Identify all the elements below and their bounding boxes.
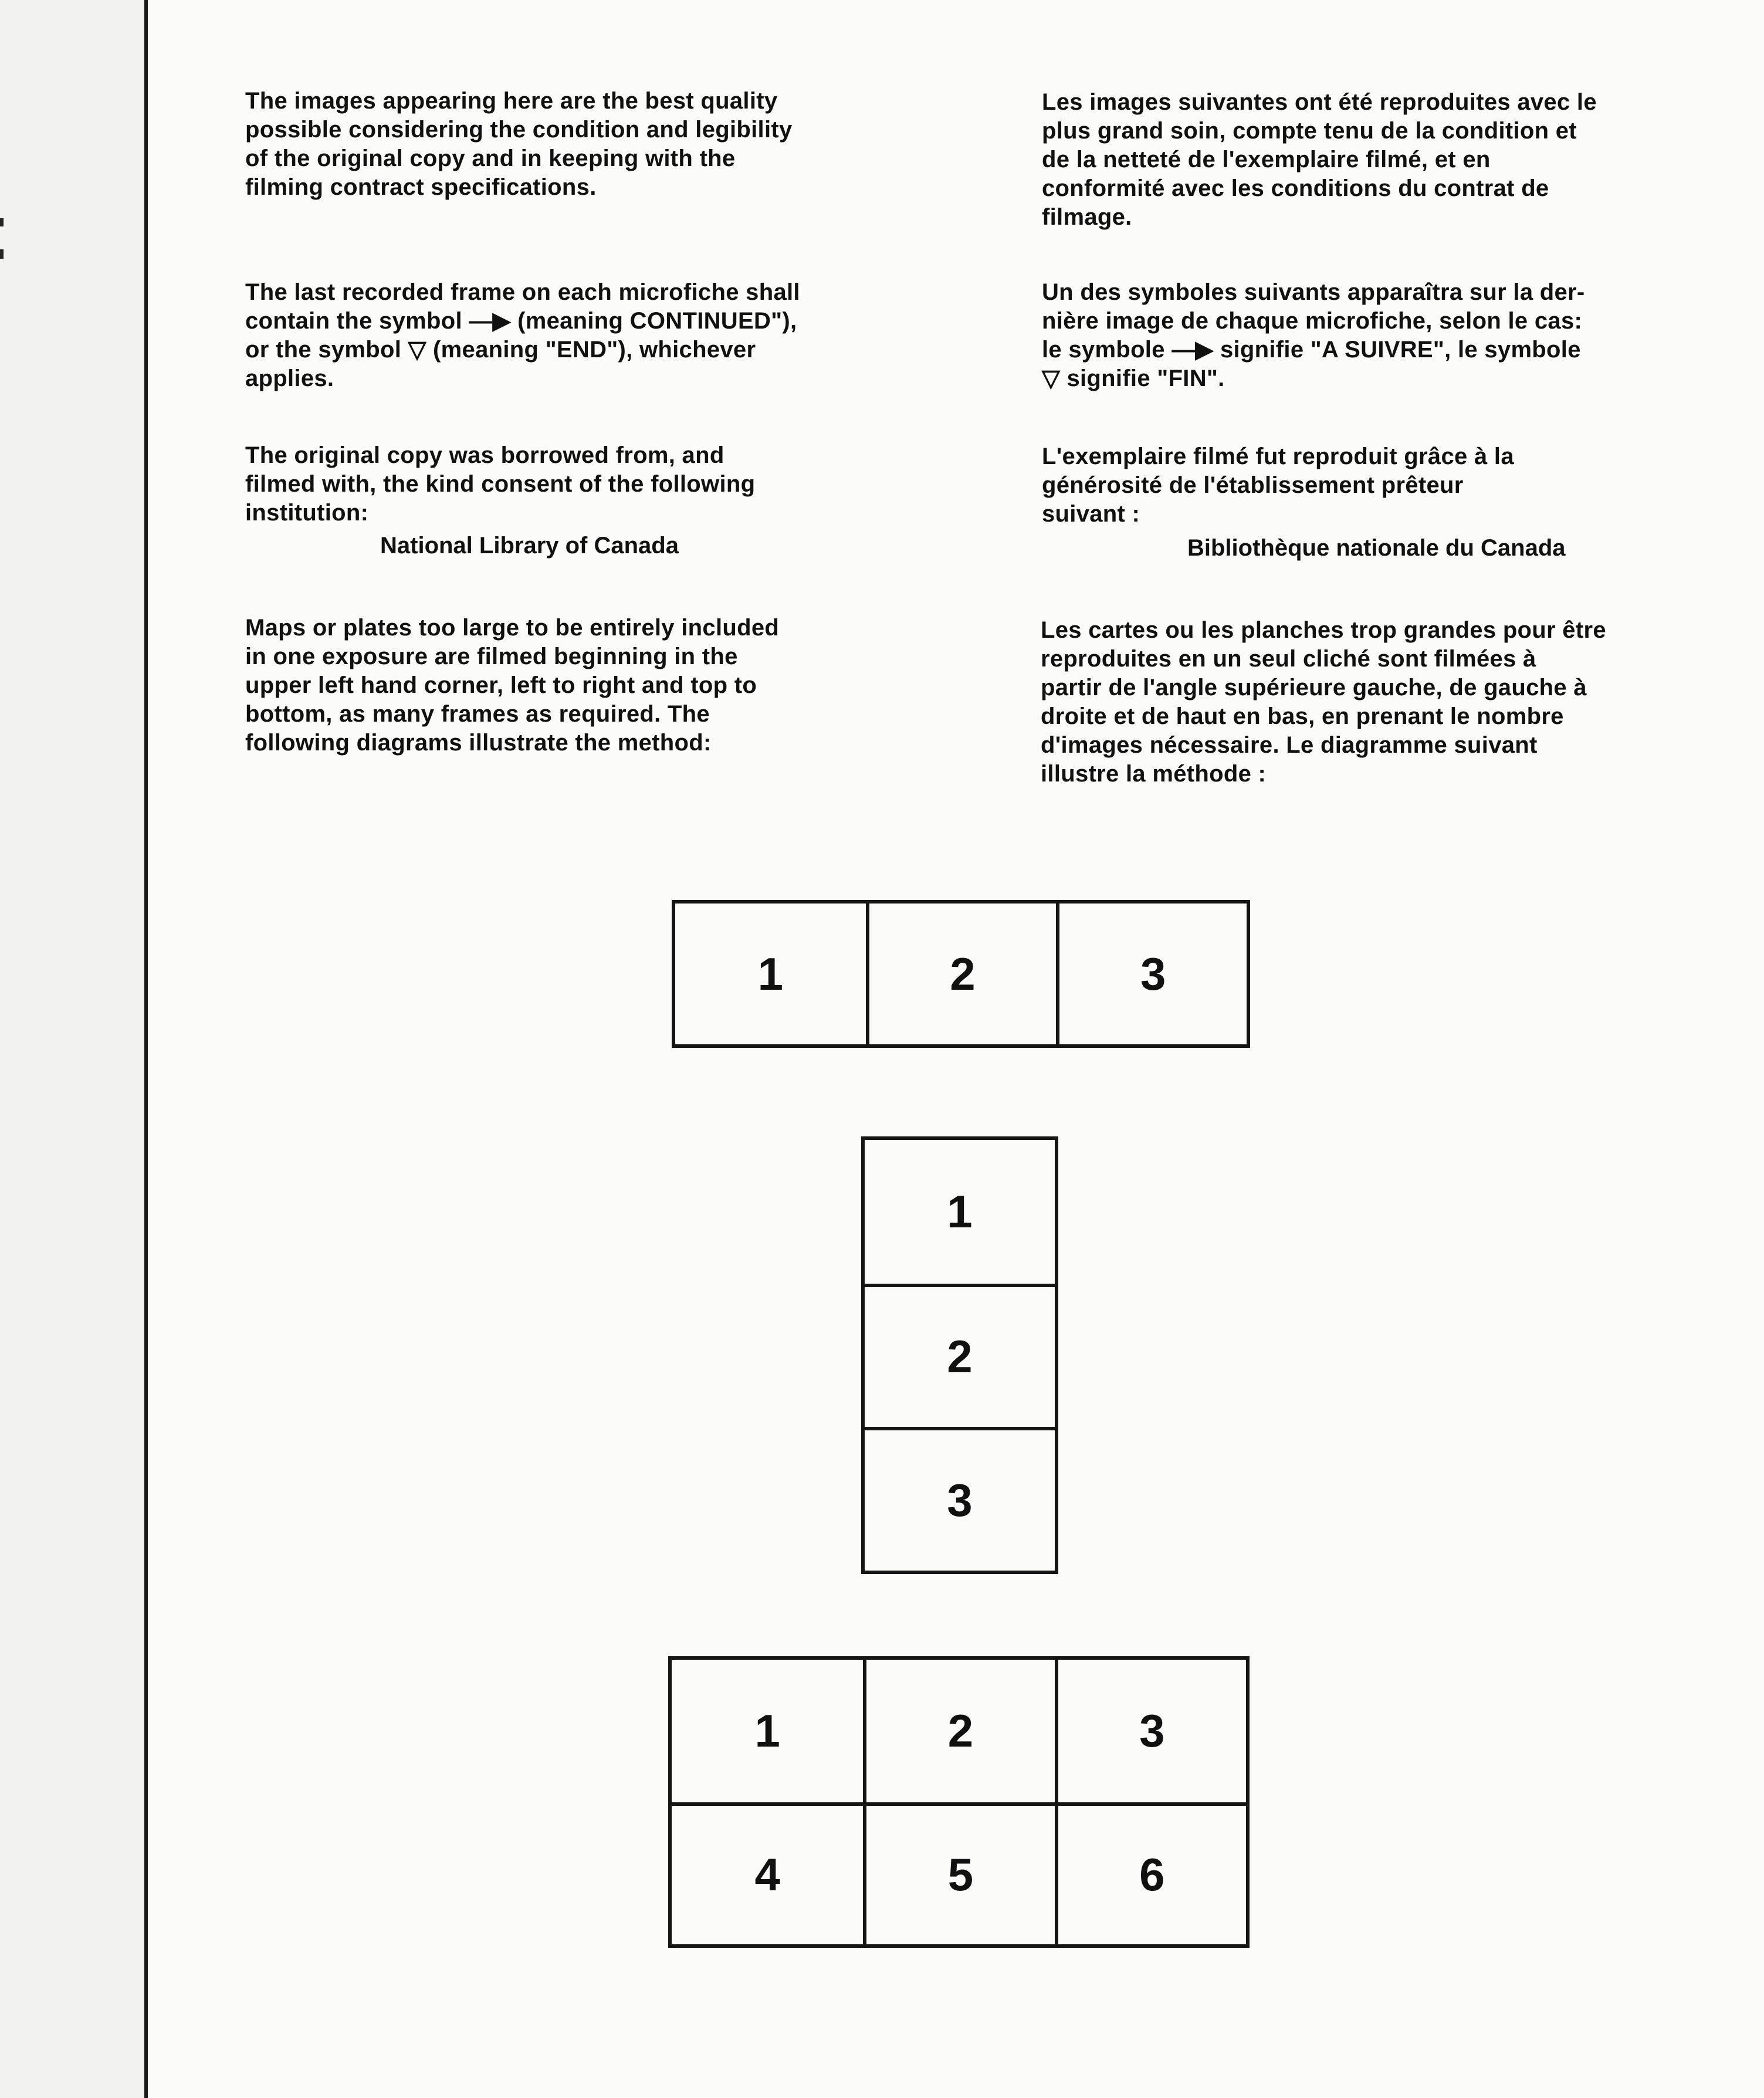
frame-cell: 5 — [863, 1802, 1054, 1945]
frame-cell: 3 — [1055, 1660, 1246, 1802]
edge-mark — [0, 218, 4, 226]
english-paragraph-consent: The original copy was borrowed from, and filmed with, the kind consent of the following institution: — [245, 442, 756, 526]
english-institution-name: National Library of Canada — [380, 533, 679, 559]
frame-cell: 2 — [865, 1284, 1055, 1427]
diagram-vertical-frames — [861, 1136, 1058, 1574]
french-paragraph-quality: Les images suivantes ont été reproduites avec le plus grand soin, compte tenu de la condition et de la netteté de l'exemplaire filmé, et en conformité avec les conditions du contrat de filmage. — [1042, 89, 1597, 230]
scan-margin — [0, 0, 145, 2098]
edge-mark — [0, 249, 4, 259]
diagram-grid-frames — [668, 1656, 1250, 1948]
english-paragraph-maps: Maps or plates too large to be entirely included in one exposure are filmed beginning in the upper left hand corner, left to right and top to bottom, as many frames as required. The following diagrams illustrate the method: — [245, 615, 780, 756]
english-paragraph-symbols: The last recorded frame on each microfiche shall contain the symbol —▶ (meaning CONTINUED"), or the symbol ▽ (meaning "END"), whichever applies. — [245, 279, 800, 391]
frame-cell: 2 — [863, 1660, 1054, 1802]
english-paragraph-quality: The images appearing here are the best quality possible considering the condition and legibility of the original copy and in keeping with the filming contract specifications. — [245, 88, 793, 200]
frame-cell: 2 — [866, 904, 1057, 1044]
frame-cell: 1 — [947, 1185, 973, 1237]
frame-cell: 4 — [672, 1802, 863, 1945]
diagram-horizontal-frames — [672, 900, 1250, 1048]
frame-cell: 3 — [865, 1427, 1055, 1571]
french-paragraph-consent: L'exemplaire filmé fut reproduit grâce à la générosité de l'établissement prêteur suivant : — [1042, 444, 1514, 527]
frame-cell: 6 — [1055, 1802, 1246, 1945]
french-paragraph-symbols: Un des symboles suivants apparaîtra sur la der- nière image de chaque microfiche, selon le cas: le symbole —▶ signifie "A SUIVRE", le symbole ▽ signifie "FIN". — [1042, 279, 1585, 391]
frame-cell: 1 — [754, 1704, 780, 1757]
margin-rule — [144, 0, 148, 2098]
french-paragraph-maps: Les cartes ou les planches trop grandes pour être reproduites en un seul cliché sont filmées à partir de l'angle supérieure gauche, de gauche à droite et de haut en bas, en prenant le nombre d'images nécessaire. Le diagramme suivant illustre la méthode : — [1041, 617, 1606, 787]
frame-cell: 3 — [1056, 904, 1247, 1044]
french-institution-name: Bibliothèque nationale du Canada — [1187, 535, 1566, 561]
frame-cell: 1 — [757, 948, 784, 1000]
